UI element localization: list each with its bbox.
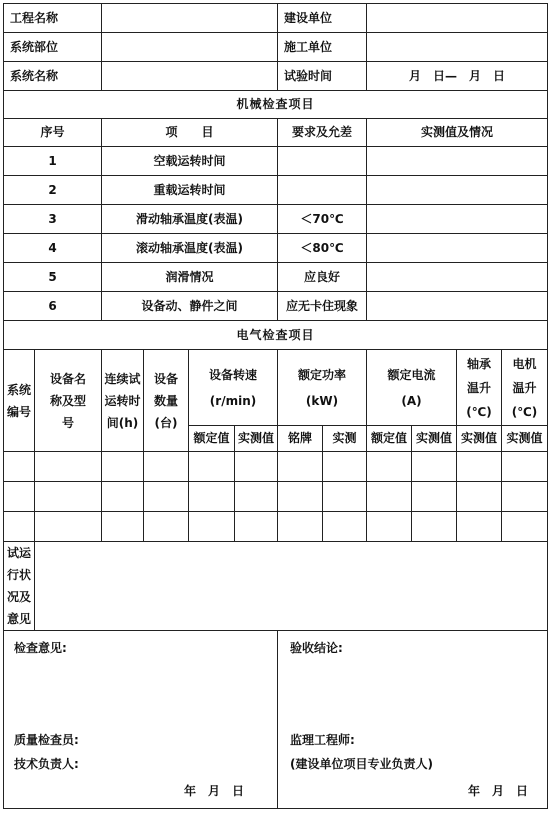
elec-col-system-no: 系统编号 xyxy=(4,350,35,452)
mech-row-requirement: 应良好 xyxy=(278,263,367,292)
table-row[interactable] xyxy=(4,512,548,542)
mech-row-requirement: 应无卡住现象 xyxy=(278,292,367,321)
construction-unit-label: 建设单位 xyxy=(278,4,367,33)
table-row xyxy=(4,292,548,321)
elec-sub-speed-rated: 额定值 xyxy=(189,426,235,452)
system-name-label: 系统名称 xyxy=(4,62,102,91)
mech-row-measured[interactable] xyxy=(367,176,548,205)
trial-run-notes[interactable] xyxy=(35,542,548,631)
elec-sub-motor-measured: 实测值 xyxy=(502,426,548,452)
electrical-header-row xyxy=(4,350,548,426)
elec-sub-power-nameplate: 铭牌 xyxy=(278,426,323,452)
quality-inspector-label: 质量检查员: xyxy=(14,733,79,747)
mech-row-no: 2 xyxy=(4,176,102,205)
mech-row-no: 4 xyxy=(4,234,102,263)
mech-row-no: 1 xyxy=(4,147,102,176)
mech-col-item: 项 目 xyxy=(102,119,278,147)
mech-row-requirement: ＜80℃ xyxy=(278,234,367,263)
table-row xyxy=(4,234,548,263)
mech-row-item: 滑动轴承温度(表温) xyxy=(102,205,278,234)
mech-row-item: 设备动、静件之间 xyxy=(102,292,278,321)
acceptance-conclusion-label: 验收结论: xyxy=(290,641,343,655)
elec-col-speed: 设备转速(r/min) xyxy=(189,350,278,426)
elec-col-quantity: 设备数量(台) xyxy=(144,350,189,452)
mech-row-measured[interactable] xyxy=(367,147,548,176)
header-row-project xyxy=(4,4,548,33)
elec-sub-bearing-measured: 实测值 xyxy=(457,426,502,452)
acceptance-panel xyxy=(278,631,548,809)
test-time-label: 试验时间 xyxy=(278,62,367,91)
elec-col-run-time: 连续试运转时间(h) xyxy=(102,350,144,452)
table-row xyxy=(4,176,548,205)
system-name-value[interactable] xyxy=(102,62,278,91)
table-row xyxy=(4,263,548,292)
builder-unit-label: 施工单位 xyxy=(278,33,367,62)
mech-row-requirement: ＜70℃ xyxy=(278,205,367,234)
mechanical-title-row xyxy=(4,91,548,119)
inspection-panel xyxy=(4,631,278,809)
tech-lead-label: 技术负责人: xyxy=(14,757,79,771)
mechanical-header-row xyxy=(4,119,548,147)
mech-row-measured[interactable] xyxy=(367,292,548,321)
electrical-title-row xyxy=(4,321,548,350)
elec-col-bearing-temp: 轴承温升(℃) xyxy=(457,350,502,426)
mech-row-measured[interactable] xyxy=(367,263,548,292)
mech-col-requirement: 要求及允差 xyxy=(278,119,367,147)
mech-row-measured[interactable] xyxy=(367,234,548,263)
table-row xyxy=(4,205,548,234)
test-time-value[interactable]: 月 日— 月 日 xyxy=(367,62,548,91)
mech-row-measured[interactable] xyxy=(367,205,548,234)
mech-row-no: 5 xyxy=(4,263,102,292)
elec-sub-current-measured: 实测值 xyxy=(412,426,457,452)
elec-col-current: 额定电流(A) xyxy=(367,350,457,426)
construction-unit-value[interactable] xyxy=(367,4,548,33)
header-row-system-part xyxy=(4,33,548,62)
elec-sub-current-rated: 额定值 xyxy=(367,426,412,452)
trial-run-row xyxy=(4,542,548,631)
trial-run-label: 试运行状况及意见 xyxy=(4,542,35,631)
system-part-value[interactable] xyxy=(102,33,278,62)
mech-row-item: 润滑情况 xyxy=(102,263,278,292)
mech-row-item: 空载运转时间 xyxy=(102,147,278,176)
table-row[interactable] xyxy=(4,482,548,512)
signature-row xyxy=(4,631,548,809)
elec-col-motor-temp: 电机温升(℃) xyxy=(502,350,548,426)
inspection-opinion-label: 检查意见: xyxy=(14,641,67,655)
project-name-value[interactable] xyxy=(102,4,278,33)
mech-row-item: 重载运转时间 xyxy=(102,176,278,205)
date-left: 年 月 日 xyxy=(184,784,245,798)
elec-sub-speed-measured: 实测值 xyxy=(235,426,278,452)
electrical-section-title: 电气检查项目 xyxy=(4,321,548,350)
mech-row-requirement xyxy=(278,147,367,176)
system-part-label: 系统部位 xyxy=(4,33,102,62)
test-run-record-form xyxy=(3,3,547,814)
owner-lead-label: (建设单位项目专业负责人) xyxy=(290,757,433,771)
table-row xyxy=(4,147,548,176)
elec-col-device-name: 设备名称及型号 xyxy=(35,350,102,452)
table-row[interactable] xyxy=(4,452,548,482)
mech-col-no: 序号 xyxy=(4,119,102,147)
header-row-system-name xyxy=(4,62,548,91)
project-name-label: 工程名称 xyxy=(4,4,102,33)
mechanical-section-title: 机械检查项目 xyxy=(4,91,548,119)
builder-unit-value[interactable] xyxy=(367,33,548,62)
mech-row-item: 滚动轴承温度(表温) xyxy=(102,234,278,263)
mech-row-no: 6 xyxy=(4,292,102,321)
mech-col-measured: 实测值及情况 xyxy=(367,119,548,147)
date-right: 年 月 日 xyxy=(468,784,529,798)
form-table xyxy=(3,3,548,809)
mech-row-requirement xyxy=(278,176,367,205)
mech-row-no: 3 xyxy=(4,205,102,234)
elec-sub-power-actual: 实测 xyxy=(323,426,367,452)
supervisor-label: 监理工程师: xyxy=(290,733,355,747)
elec-col-power: 额定功率(kW) xyxy=(278,350,367,426)
